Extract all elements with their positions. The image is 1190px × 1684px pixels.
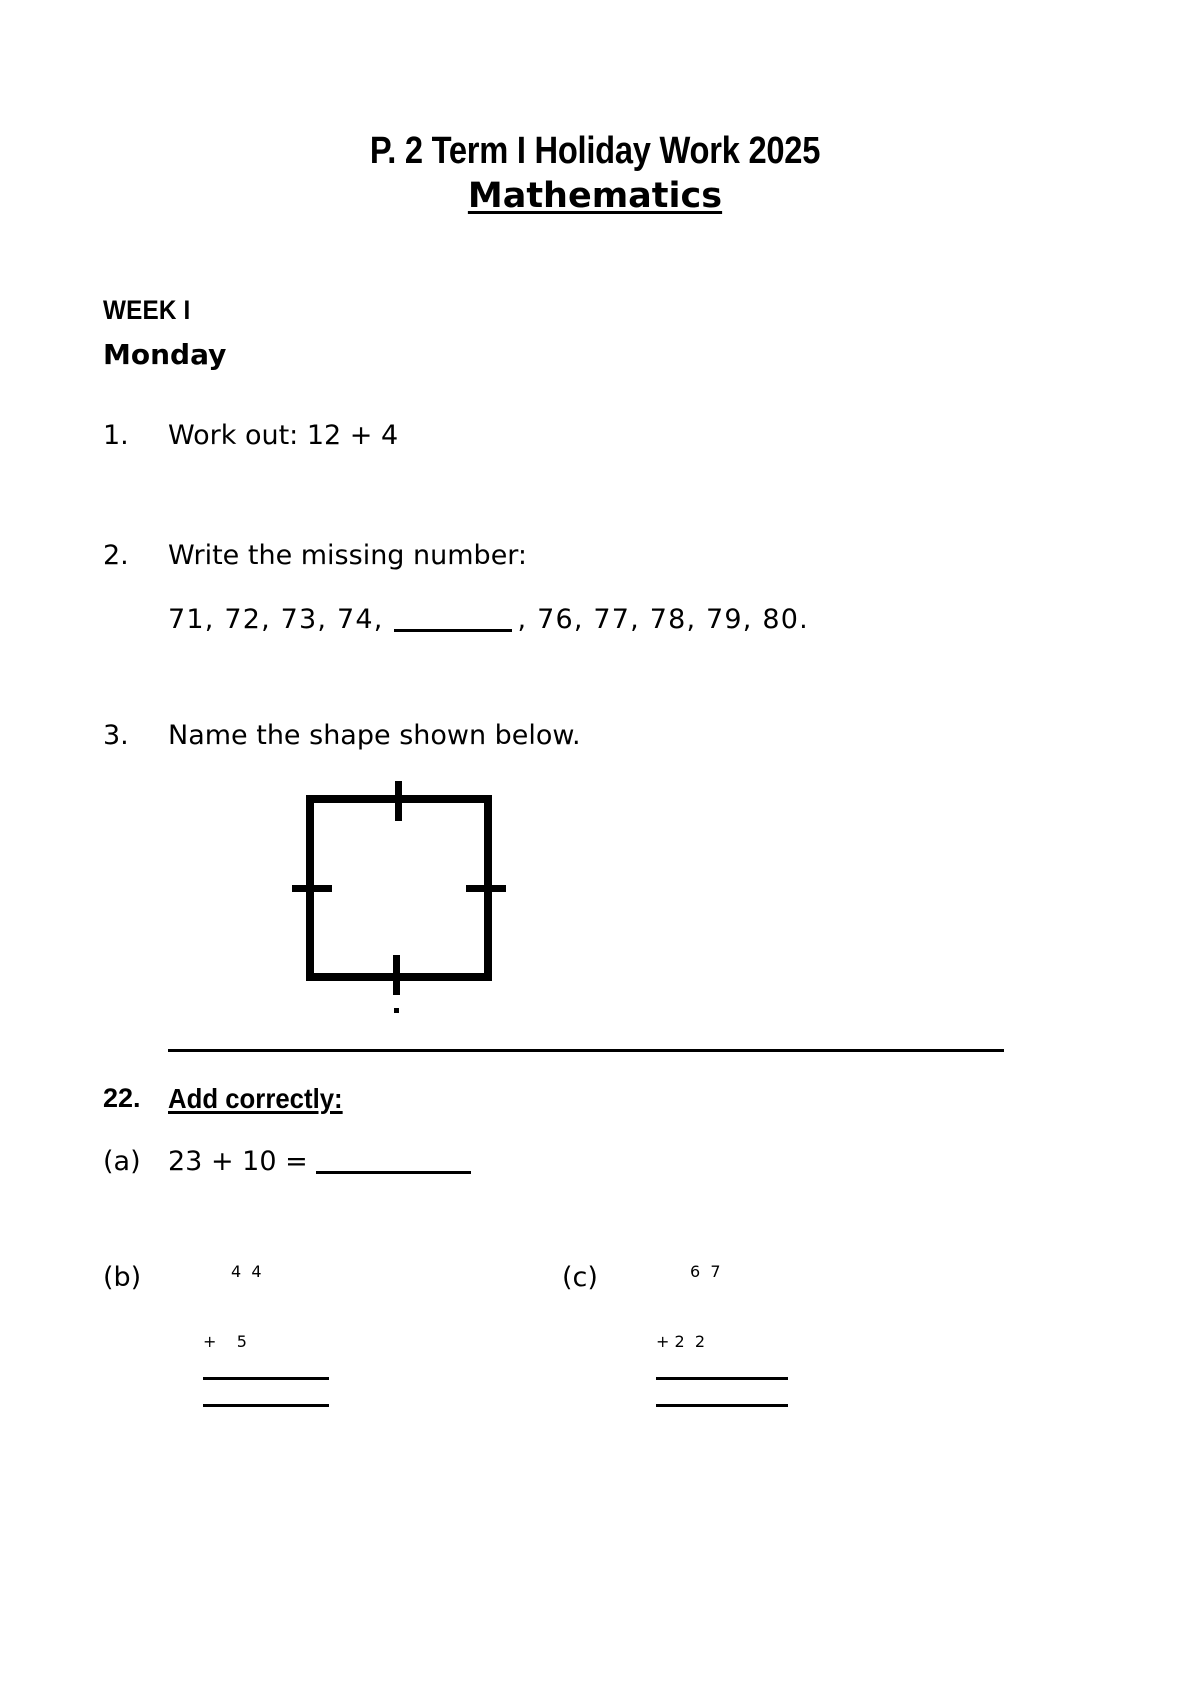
question-2-text: Write the missing number: <box>168 540 528 571</box>
question-22-heading: Add correctly: <box>168 1083 343 1114</box>
sequence-after-blank: , 76, 77, 78, 79, 80. <box>517 604 809 635</box>
question-22b-label: (b) <box>103 1262 142 1293</box>
title-line-primary: P. 2 Term I Holiday Work 2025 <box>369 130 821 172</box>
question-2-number: 2. <box>103 540 129 571</box>
question-3-number: 3. <box>103 720 129 751</box>
section-divider <box>168 1049 1004 1052</box>
question-1-text: Work out: 12 + 4 <box>168 420 399 451</box>
question-22c-addend: + 2 2 <box>656 1332 706 1351</box>
question-22c-answer-rule[interactable] <box>656 1404 788 1407</box>
square-shape-figure <box>306 795 502 991</box>
question-22c-rule-upper <box>656 1377 788 1380</box>
question-22b-top-number: 4 4 <box>231 1262 262 1281</box>
question-22c-top-number: 6 7 <box>690 1262 721 1281</box>
answer-blank-22a[interactable] <box>316 1171 471 1174</box>
title-line-subject: Mathematics <box>467 175 723 216</box>
question-22c-label: (c) <box>562 1262 598 1293</box>
question-22b-addend: + 5 <box>203 1332 247 1351</box>
tick-mark-icon-dot <box>394 1008 399 1013</box>
question-22a-label: (a) <box>103 1146 141 1177</box>
square-icon <box>306 795 492 981</box>
question-22-number: 22. <box>103 1083 141 1113</box>
question-1-number: 1. <box>103 420 129 451</box>
question-3-text: Name the shape shown below. <box>168 720 581 751</box>
question-22b-rule-upper <box>203 1377 329 1380</box>
week-heading: WEEK I <box>103 295 191 325</box>
question-22b-answer-rule[interactable] <box>203 1404 329 1407</box>
answer-blank-sequence[interactable] <box>394 629 512 632</box>
question-2-sequence <box>168 604 809 635</box>
tick-mark-icon-right <box>466 885 506 892</box>
tick-mark-icon-top <box>395 781 402 821</box>
question-22a-body <box>168 1146 471 1177</box>
sequence-before-blank: 71, 72, 73, 74, <box>168 604 384 635</box>
day-heading: Monday <box>103 338 227 371</box>
tick-mark-icon-bottom <box>393 955 400 995</box>
question-22a-expression: 23 + 10 = <box>168 1146 308 1177</box>
page-title <box>0 130 1190 218</box>
tick-mark-icon-left <box>292 885 332 892</box>
